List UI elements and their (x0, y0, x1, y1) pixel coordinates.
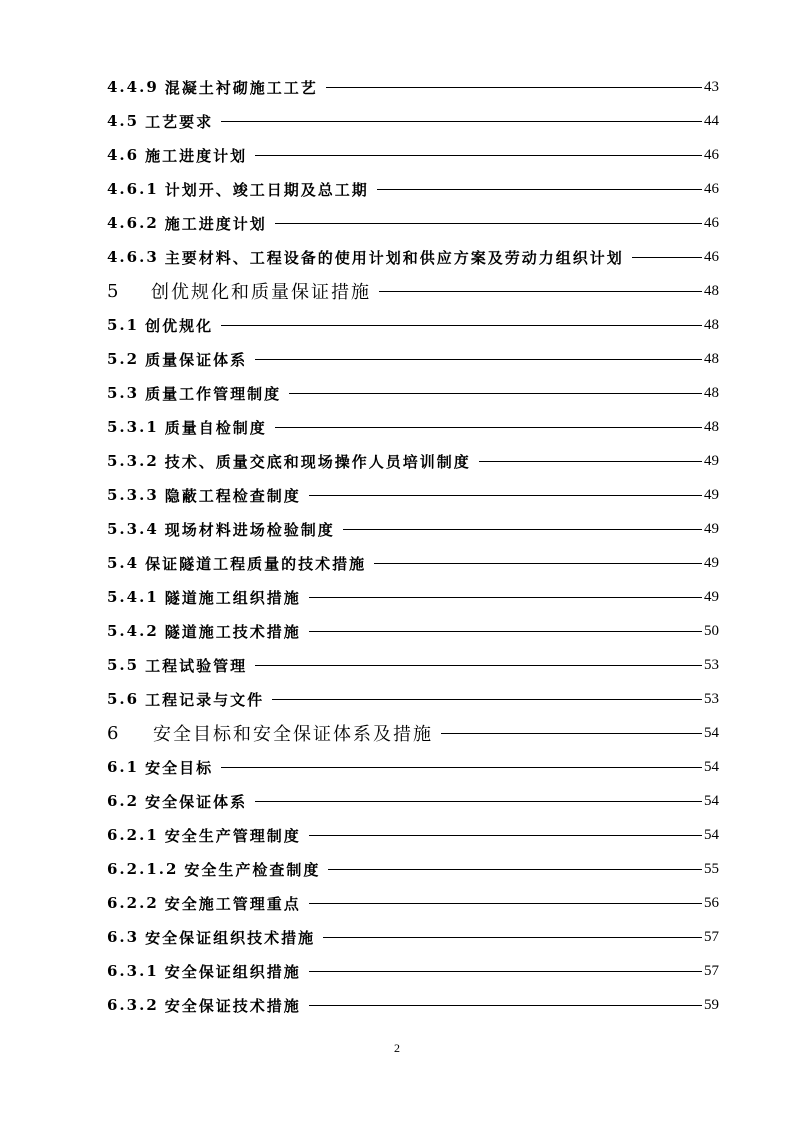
toc-entry-page: 46 (704, 248, 719, 265)
toc-entry-page: 57 (704, 962, 719, 979)
toc-leader-line (377, 189, 702, 190)
toc-leader-line (309, 495, 702, 496)
toc-entry-page: 43 (704, 78, 719, 95)
toc-entry-title: 施工进度计划 (145, 146, 248, 165)
toc-leader-line (289, 393, 702, 394)
toc-leader-line (221, 325, 702, 326)
toc-entry-title: 工程记录与文件 (145, 690, 265, 709)
toc-entry-number: 5.3.4 (107, 520, 159, 538)
toc-entry[interactable] (107, 342, 719, 376)
toc-entry[interactable] (107, 478, 719, 512)
toc-entry-number: 5.3.1 (107, 418, 159, 436)
toc-leader-line (309, 903, 702, 904)
toc-entry-number: 4.5 (107, 112, 140, 130)
toc-entry-title: 安全生产管理制度 (164, 826, 301, 845)
toc-entry-title: 安全保证技术措施 (164, 996, 301, 1015)
toc-entry[interactable] (107, 512, 719, 546)
toc-entry[interactable] (107, 954, 719, 988)
toc-entry-number: 6.3.1 (107, 962, 159, 980)
toc-entry-page: 49 (704, 520, 719, 537)
toc-leader-line (309, 597, 702, 598)
toc-entry-title: 质量自检制度 (164, 418, 267, 437)
toc-entry-number: 5.4.2 (107, 622, 159, 640)
toc-entry[interactable] (107, 274, 719, 308)
toc-entry-number: 4.4.9 (107, 78, 159, 96)
toc-leader-line (323, 937, 702, 938)
toc-leader-line (275, 427, 702, 428)
toc-entry-page: 53 (704, 656, 719, 673)
toc-entry-page: 49 (704, 486, 719, 503)
toc-leader-line (255, 155, 702, 156)
toc-entry-number: 6.1 (107, 758, 140, 776)
toc-entry-number: 5.5 (107, 656, 140, 674)
toc-entry-page: 46 (704, 214, 719, 231)
toc-entry-title: 安全生产检查制度 (184, 860, 321, 879)
toc-entry-page: 48 (704, 282, 719, 299)
toc-entry-page: 54 (704, 792, 719, 809)
toc-entry-number: 5.2 (107, 350, 140, 368)
toc-entry-number: 5 (107, 280, 119, 302)
toc-entry[interactable] (107, 852, 719, 886)
toc-entry-title: 安全目标 (145, 758, 214, 777)
table-of-contents (107, 70, 719, 1022)
toc-entry-title: 保证隧道工程质量的技术措施 (145, 554, 367, 573)
toc-entry[interactable] (107, 206, 719, 240)
toc-entry-number: 6.3.2 (107, 996, 159, 1014)
toc-entry-title: 质量工作管理制度 (145, 384, 282, 403)
toc-leader-line (309, 835, 702, 836)
toc-leader-line (441, 733, 702, 734)
toc-entry-title: 现场材料进场检验制度 (164, 520, 335, 539)
toc-entry-title: 创优规化 (145, 316, 214, 335)
toc-entry-title: 施工进度计划 (164, 214, 267, 233)
toc-leader-line (328, 869, 702, 870)
toc-leader-line (479, 461, 702, 462)
toc-entry-number: 5.4 (107, 554, 140, 572)
toc-entry-number: 5.3 (107, 384, 140, 402)
toc-entry-page: 48 (704, 350, 719, 367)
toc-entry-page: 49 (704, 554, 719, 571)
toc-entry-number: 6.2 (107, 792, 140, 810)
toc-entry-page: 48 (704, 418, 719, 435)
toc-entry[interactable] (107, 308, 719, 342)
toc-entry-page: 44 (704, 112, 719, 129)
toc-entry-number: 6.2.2 (107, 894, 159, 912)
toc-entry-page: 50 (704, 622, 719, 639)
toc-entry-number: 6.2.1.2 (107, 860, 179, 878)
toc-entry-title: 安全施工管理重点 (164, 894, 301, 913)
toc-entry-title: 安全保证体系 (145, 792, 248, 811)
toc-entry[interactable] (107, 682, 719, 716)
toc-entry-number: 5.3.2 (107, 452, 159, 470)
toc-leader-line (632, 257, 702, 258)
toc-entry[interactable] (107, 240, 719, 274)
toc-entry-title: 工程试验管理 (145, 656, 248, 675)
toc-entry-page: 53 (704, 690, 719, 707)
toc-entry[interactable] (107, 886, 719, 920)
toc-entry[interactable] (107, 818, 719, 852)
toc-leader-line (275, 223, 702, 224)
page-number: 2 (394, 1041, 400, 1055)
toc-entry[interactable] (107, 580, 719, 614)
toc-entry-number: 5.3.3 (107, 486, 159, 504)
toc-entry-title: 技术、质量交底和现场操作人员培训制度 (164, 452, 471, 471)
toc-entry-page: 46 (704, 146, 719, 163)
toc-entry-title: 质量保证体系 (145, 350, 248, 369)
toc-entry-number: 4.6.2 (107, 214, 159, 232)
toc-entry[interactable] (107, 70, 719, 104)
toc-entry-title: 混凝土衬砌施工工艺 (164, 78, 318, 97)
toc-entry-page: 49 (704, 452, 719, 469)
toc-entry-number: 4.6.1 (107, 180, 159, 198)
toc-entry-title: 创优规化和质量保证措施 (151, 282, 371, 303)
toc-leader-line (374, 563, 702, 564)
toc-entry[interactable] (107, 138, 719, 172)
toc-entry[interactable] (107, 648, 719, 682)
toc-leader-line (309, 971, 702, 972)
toc-leader-line (309, 631, 702, 632)
toc-entry[interactable] (107, 546, 719, 580)
toc-entry[interactable] (107, 784, 719, 818)
toc-entry-title: 隧道施工组织措施 (164, 588, 301, 607)
toc-entry-title: 安全保证组织措施 (164, 962, 301, 981)
toc-entry-page: 46 (704, 180, 719, 197)
toc-leader-line (326, 87, 702, 88)
toc-leader-line (221, 767, 702, 768)
toc-entry-page: 54 (704, 826, 719, 843)
toc-entry[interactable] (107, 172, 719, 206)
toc-entry-number: 6.3 (107, 928, 140, 946)
toc-entry[interactable] (107, 988, 719, 1022)
toc-entry[interactable] (107, 716, 719, 750)
toc-entry-title: 安全目标和安全保证体系及措施 (153, 724, 433, 745)
toc-leader-line (309, 1005, 702, 1006)
toc-entry-number: 5.4.1 (107, 588, 159, 606)
toc-entry-number: 6 (107, 722, 119, 744)
toc-entry-page: 56 (704, 894, 719, 911)
toc-entry-number: 5.1 (107, 316, 140, 334)
toc-entry-page: 54 (704, 758, 719, 775)
toc-entry-title: 主要材料、工程设备的使用计划和供应方案及劳动力组织计划 (164, 248, 624, 267)
toc-entry-page: 54 (704, 724, 719, 741)
toc-leader-line (343, 529, 702, 530)
toc-entry[interactable] (107, 750, 719, 784)
toc-entry-number: 4.6 (107, 146, 140, 164)
toc-leader-line (255, 665, 702, 666)
toc-leader-line (255, 359, 702, 360)
toc-entry-number: 6.2.1 (107, 826, 159, 844)
toc-entry[interactable] (107, 444, 719, 478)
toc-entry[interactable] (107, 376, 719, 410)
toc-entry-page: 48 (704, 316, 719, 333)
toc-entry[interactable] (107, 920, 719, 954)
toc-entry-title: 工艺要求 (145, 112, 214, 131)
toc-entry[interactable] (107, 410, 719, 444)
toc-leader-line (221, 121, 702, 122)
toc-entry-title: 隐蔽工程检查制度 (164, 486, 301, 505)
toc-entry-number: 4.6.3 (107, 248, 159, 266)
toc-entry[interactable] (107, 104, 719, 138)
toc-entry-page: 57 (704, 928, 719, 945)
toc-entry-title: 安全保证组织技术措施 (145, 928, 316, 947)
toc-entry-page: 59 (704, 996, 719, 1013)
toc-entry-page: 48 (704, 384, 719, 401)
toc-entry-title: 隧道施工技术措施 (164, 622, 301, 641)
toc-leader-line (272, 699, 702, 700)
toc-entry-page: 49 (704, 588, 719, 605)
toc-entry[interactable] (107, 614, 719, 648)
toc-leader-line (255, 801, 702, 802)
toc-entry-page: 55 (704, 860, 719, 877)
toc-entry-number: 5.6 (107, 690, 140, 708)
toc-leader-line (379, 291, 702, 292)
toc-entry-title: 计划开、竣工日期及总工期 (164, 180, 369, 199)
